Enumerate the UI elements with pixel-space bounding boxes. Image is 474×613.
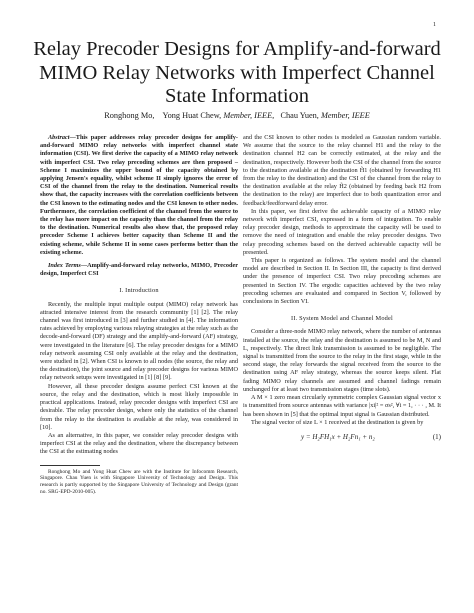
- model-paragraph-2: A M × 1 zero mean circularly symmetric complex Gaussian signal vector x is transmitted from source antennas with variance |xi|² = σs², ∀i = 1, · · · , M. It has been shown in [5] that the optimal input signal is Gaussian distributed.: [243, 394, 441, 418]
- index-terms-text: —Amplify-and-forward relay networks, MIMO, Precoder design, Imperfect CSI: [40, 262, 238, 278]
- model-paragraph-3: The signal vector of size L × 1 received at the destination is given by: [251, 418, 424, 426]
- left-column: [40, 134, 238, 496]
- author-1-name: Ronghong Mo,: [104, 111, 155, 120]
- intro-paragraph-1: Recently, the multiple input multiple output (MIMO) relay network has attracted intensive interest from the research community [1] [2]. The relay channel was first introduced in [3] and further studied in [4]. The information rates achieved by employing various relaying strategies at the relay such as the decode-and-forward (DF) strategy and the amplify-and-forward (AF) strategy, were investigated in the literature [6]. The relay precoder designs for a MIMO relay network assuming CSI only available at the relay and the destination, were studied in [2]. When CSI is known to all nodes (the source, the relay and the destination), the joint source and relay precoder designs for various MIMO relay network setups were investigated in [1] [8] [9].: [40, 300, 238, 382]
- footnote-rule: [40, 465, 100, 466]
- right-column: [243, 134, 441, 441]
- footnote: Ronghong Mo and Yong Huat Chew are with the Institute for Infocomm Research, Singapore. Chau Yuen is with Singapore University of Technology and Design. This research is partly supported by the Singapore University of Technology and Design (grant no. SRG-EPD-2010-005).: [40, 468, 238, 495]
- abstract-text: —This paper addresses relay precoder designs for amplify-and-forward MIMO relay networks with imperfect channel state information (CSI). We first derive the capacity of a MIMO relay network with imperfect CSI. Two relay precoding schemes are then proposed – Scheme I maximizes the upper bound of the capacity obtained by applying Jensen's equality, whilst scheme II simply ignores the error of CSI of the channel from the relay to the destination. Numerical results show that, the capacity increases with the correlation coefficients between the CSI known to the estimating nodes and the CSI known to other nodes. Furthermore, the correlation coefficient of the channel from the source to the relay has more impact on the capacity than the channel from the relay to the destination. Numerical results also show that, the proposed relay precoder Scheme I achieves better capacity than Scheme II and the existing scheme, while Scheme II in some cases performs better than the existing scheme.: [40, 134, 238, 256]
- intro-paragraph-6: This paper is organized as follows. The system model and the channel model are described in Section II. In Section III, the capacity is first derived under the presence of imperfect CSI. Two relay precoding schemes are presented in Section IV. The ergodic capacities achieved by the two relay precoding schemes are evaluated and compared in Section V, followed by conclusions in Section VI.: [243, 257, 441, 306]
- intro-paragraph-3: As an alternative, in this paper, we consider relay precoder designs with imperfect CSI at the relay and the destination, where the discrepancy between the CSI at the estimating nodes: [40, 431, 238, 456]
- model-paragraph-1: Consider a three-node MIMO relay network, where the number of antennas installed at the source, the relay and the destination is assumed to be M, N and L, respectively. The direct link transmission is assumed to be negligible. The signal is transmitted from the source to the relay in the first stage, while in the second stage, the relay forwards the signal received from the source to the destination using AF relay strategy, whereas the source keeps silent. Flat fading MIMO relay channels are assumed and channel fadings remain unchanged for at least two transmission stages (time slots).: [243, 328, 441, 393]
- intro-continued-paragraph: and the CSI known to other nodes is modeled as Gaussian random variable. We assume that the source to the relay channel H1 and the relay to the destination channel H2 can be correctly estimated, at the relay and the destination, respectively. However both the CSI of the channel from the source to the destination available at the destination H̃1 (obtained by forwarding H1 from the relay to the destination) and the CSI of the channel from the relay to the destination available at the relay H̃2 (obtained by feeding back H2 from the destination to the relay) are imperfect due to both quantization error and feedback/feedforward delay error.: [243, 134, 441, 207]
- author-2-name: Yong Huat Chew,: [162, 111, 222, 120]
- author-line: [20, 111, 454, 120]
- equation-1-body: y = H₂FH₁x + H₂Fn₁ + n₂: [301, 432, 375, 441]
- section-heading-introduction: I. Introduction: [119, 287, 159, 295]
- index-terms: [40, 262, 238, 278]
- equation-1-number: (1): [432, 432, 441, 441]
- equation-1: [243, 433, 441, 441]
- intro-paragraph-2: However, all these precoder designs assume perfect CSI known at the source, the relay and the destination, which is most likely impossible in practical applications. Instead, relay precoder designs with imperfect CSI are desirable. The relay precoder design, where only the statistics of the channel from the relay to the destination is available at the relay, was considered in [10].: [40, 382, 238, 431]
- paper-title: Relay Precoder Designs for Amplify-and-forward MIMO Relay Networks with Imperfect Channel State Information: [33, 38, 441, 107]
- abstract-label: Abstract: [48, 134, 70, 141]
- abstract: [40, 134, 238, 257]
- author-2-role: Member, IEEE,: [223, 111, 275, 120]
- index-terms-label: Index Terms: [48, 262, 81, 270]
- intro-paragraph-5: In this paper, we first derive the achievable capacity of a MIMO relay network with imperfect CSI, expressed in a form of integration. To enable relay precoder design, methods to approximate the capacity will be used to remove the need of integration and enable the relay precoder designs. Two relay precoding schemes based on the derived achievable capacity will be presented.: [243, 207, 441, 256]
- section-heading-system-model: II. System Model and Channel Model: [291, 315, 393, 323]
- author-3-name: Chau Yuen,: [280, 111, 319, 120]
- page-number: 1: [433, 22, 436, 28]
- author-3-role: Member, IEEE: [320, 111, 370, 120]
